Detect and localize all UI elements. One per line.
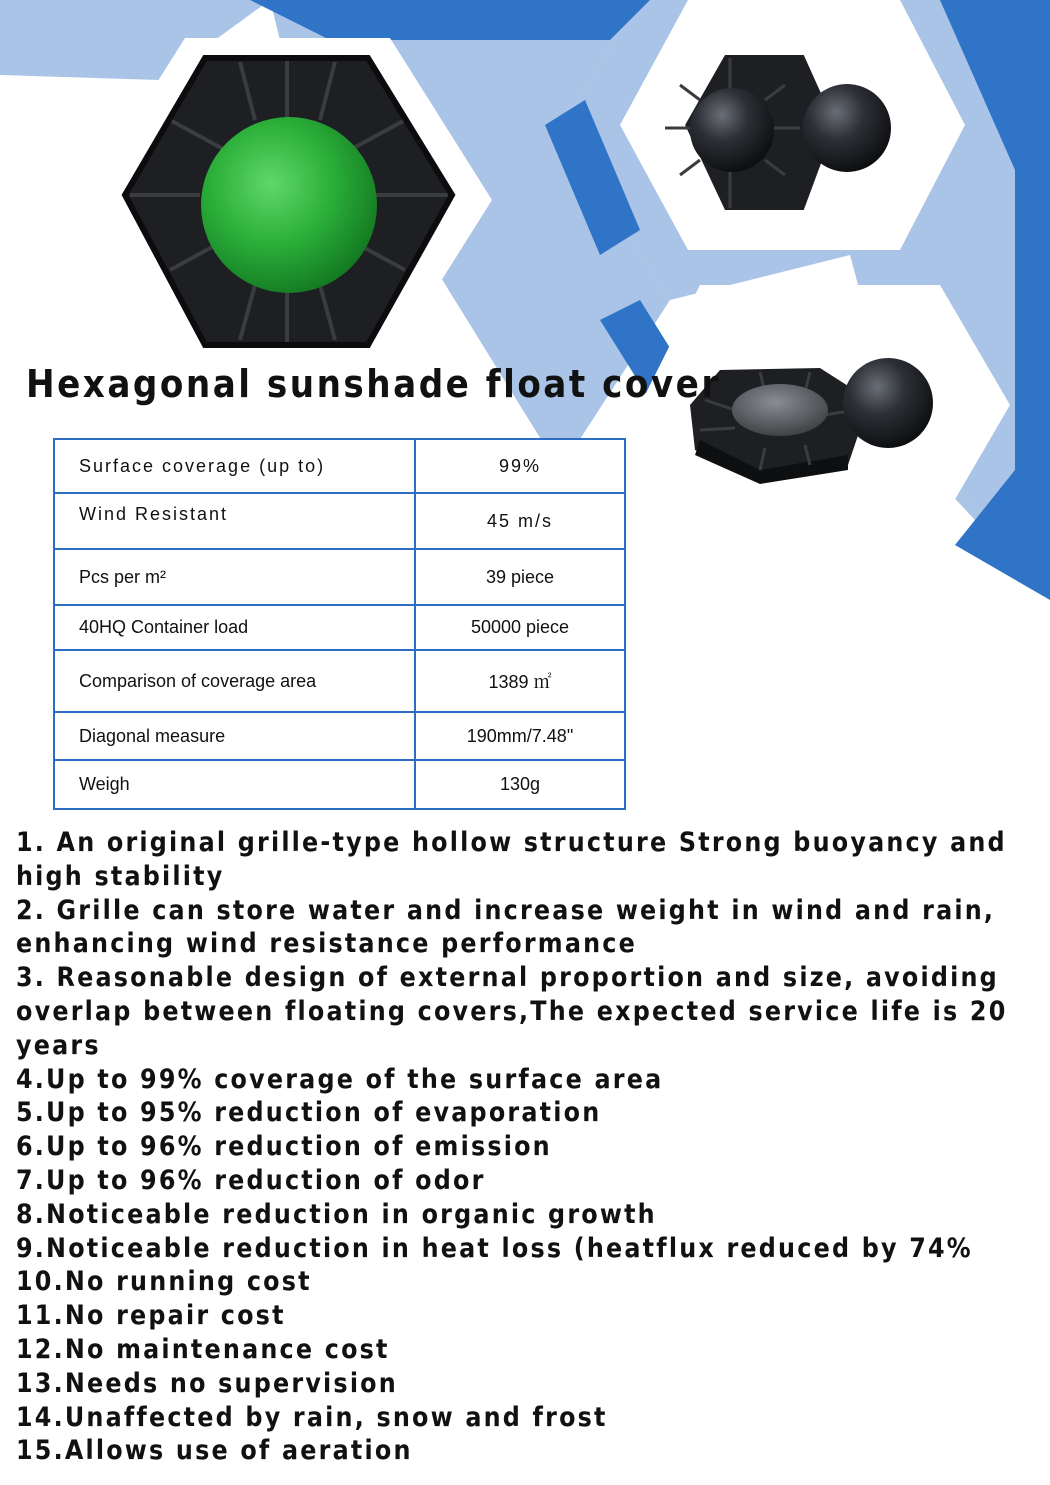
spec-value: 39 piece bbox=[415, 549, 625, 605]
spec-label: Diagonal measure bbox=[54, 712, 415, 760]
table-row bbox=[54, 760, 625, 809]
spec-value: 190mm/7.48" bbox=[415, 712, 625, 760]
list-item: 12.No maintenance cost bbox=[16, 1333, 390, 1365]
spec-label: Pcs per m² bbox=[54, 549, 415, 605]
table-row bbox=[54, 650, 625, 712]
spec-value: 1389 ㎡ bbox=[415, 650, 625, 712]
list-item: 7.Up to 96% reduction of odor bbox=[16, 1164, 486, 1196]
list-item: 11.No repair cost bbox=[16, 1300, 286, 1332]
table-row bbox=[54, 439, 625, 493]
spec-table bbox=[53, 438, 626, 810]
page-title: Hexagonal sunshade float cover bbox=[26, 362, 721, 406]
list-item: 3. Reasonable design of external proportion and size, avoiding overlap between floating covers,The expected service life is 20 years bbox=[16, 962, 1008, 1061]
list-item: 9.Noticeable reduction in heat loss (heatflux reduced by 74% bbox=[16, 1232, 973, 1264]
spec-label: Comparison of coverage area bbox=[54, 650, 415, 712]
list-item: 1. An original grille-type hollow structure Strong buoyancy and high stability bbox=[16, 827, 1007, 892]
list-item: 2. Grille can store water and increase weight in wind and rain, enhancing wind resistance performance bbox=[16, 894, 996, 960]
list-item: 6.Up to 96% reduction of emission bbox=[16, 1131, 552, 1163]
list-item: 14.Unaffected by rain, snow and frost bbox=[16, 1401, 608, 1433]
list-item: 10.No running cost bbox=[16, 1266, 312, 1298]
spec-label: 40HQ Container load bbox=[54, 605, 415, 650]
table-row bbox=[54, 549, 625, 605]
list-item: 8.Noticeable reduction in organic growth bbox=[16, 1198, 657, 1230]
spec-value: 45 m/s bbox=[415, 493, 625, 549]
feature-list bbox=[16, 826, 1036, 1468]
table-row bbox=[54, 712, 625, 760]
spec-label: Surface coverage (up to) bbox=[54, 439, 415, 493]
spec-value: 130g bbox=[415, 760, 625, 809]
spec-label: Weigh bbox=[54, 760, 415, 809]
spec-label: Wind Resistant bbox=[54, 493, 415, 549]
spec-value: 99% bbox=[415, 439, 625, 493]
list-item: 4.Up to 99% coverage of the surface area bbox=[16, 1063, 664, 1095]
table-row bbox=[54, 493, 625, 549]
list-item: 13.Needs no supervision bbox=[16, 1367, 398, 1399]
spec-value: 50000 piece bbox=[415, 605, 625, 650]
table-row bbox=[54, 605, 625, 650]
list-item: 5.Up to 95% reduction of evaporation bbox=[16, 1097, 602, 1129]
list-item: 15.Allows use of aeration bbox=[16, 1435, 413, 1467]
